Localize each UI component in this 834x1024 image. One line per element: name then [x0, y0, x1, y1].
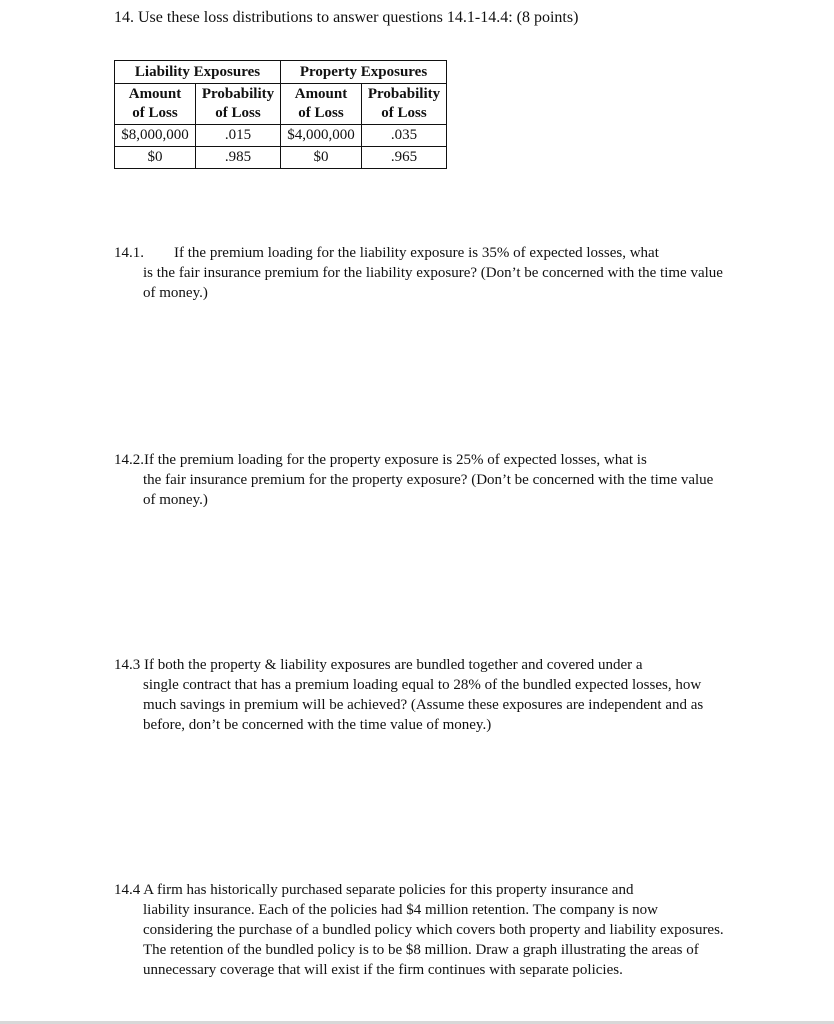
table-row — [115, 147, 447, 169]
table-cell: $0 — [115, 147, 196, 169]
question-14-4 — [114, 880, 724, 980]
question-number: 14.4 — [114, 882, 141, 898]
question-number: 14.2. — [114, 452, 144, 468]
header-line: Amount — [294, 86, 348, 102]
question-text-continued: is the fair insurance premium for the liability exposure? (Don’t be concerned with the time value of money.) — [143, 265, 723, 301]
table-cell: $4,000,000 — [281, 125, 362, 147]
question-text-continued: the fair insurance premium for the property exposure? (Don’t be concerned with the time value of money.) — [143, 472, 714, 508]
header-line: of Loss — [381, 105, 427, 121]
question-text: If both the property & liability exposures are bundled together and covered under a — [144, 657, 643, 673]
page-title: 14. Use these loss distributions to answer questions 14.1-14.4: (8 points) — [114, 9, 579, 26]
question-text-continued: liability insurance. Each of the policies had $4 million retention. The company is now considering the purchase of a bundled policy which covers both property and liability exposures. The retention of the bundled policy is to be $8 million. Draw a graph illustrating the areas of unnecessary coverage that will exist if the firm continues with separate policies. — [143, 902, 724, 978]
question-number: 14.3 — [114, 657, 141, 673]
question-text-continued: single contract that has a premium loading equal to 28% of the bundled expected losses, how much savings in premium will be achieved? (Assume these exposures are independent and as before, don’t be concerned with the time value of money.) — [143, 677, 704, 733]
header-line: Probability — [201, 86, 275, 102]
question-text: If the premium loading for the property exposure is 25% of expected losses, what is — [144, 452, 647, 468]
table-cell: .965 — [362, 147, 447, 169]
question-14-1 — [114, 243, 724, 303]
loss-distribution-table — [114, 60, 447, 169]
question-14-3 — [114, 655, 724, 735]
table-group-header-row — [115, 61, 447, 84]
table-cell: .035 — [362, 125, 447, 147]
header-line: Probability — [367, 86, 441, 102]
table-row — [115, 125, 447, 147]
header-line: Amount — [128, 86, 182, 102]
property-probability-header — [362, 84, 447, 125]
question-14-2 — [114, 450, 724, 510]
question-text: If the premium loading for the liability exposure is 35% of expected losses, what — [174, 245, 659, 261]
header-line: of Loss — [298, 105, 344, 121]
liability-probability-header — [196, 84, 281, 125]
question-number: 14.1. — [114, 245, 144, 261]
property-exposures-header: Property Exposures — [281, 61, 447, 84]
table-cell: $0 — [281, 147, 362, 169]
table-cell: .985 — [196, 147, 281, 169]
header-line: of Loss — [132, 105, 178, 121]
liability-exposures-header: Liability Exposures — [115, 61, 281, 84]
table-cell: $8,000,000 — [115, 125, 196, 147]
liability-amount-header — [115, 84, 196, 125]
question-text: A firm has historically purchased separate policies for this property insurance and — [143, 882, 634, 898]
table-sub-header-row — [115, 84, 447, 125]
header-line: of Loss — [215, 105, 261, 121]
property-amount-header — [281, 84, 362, 125]
table-cell: .015 — [196, 125, 281, 147]
